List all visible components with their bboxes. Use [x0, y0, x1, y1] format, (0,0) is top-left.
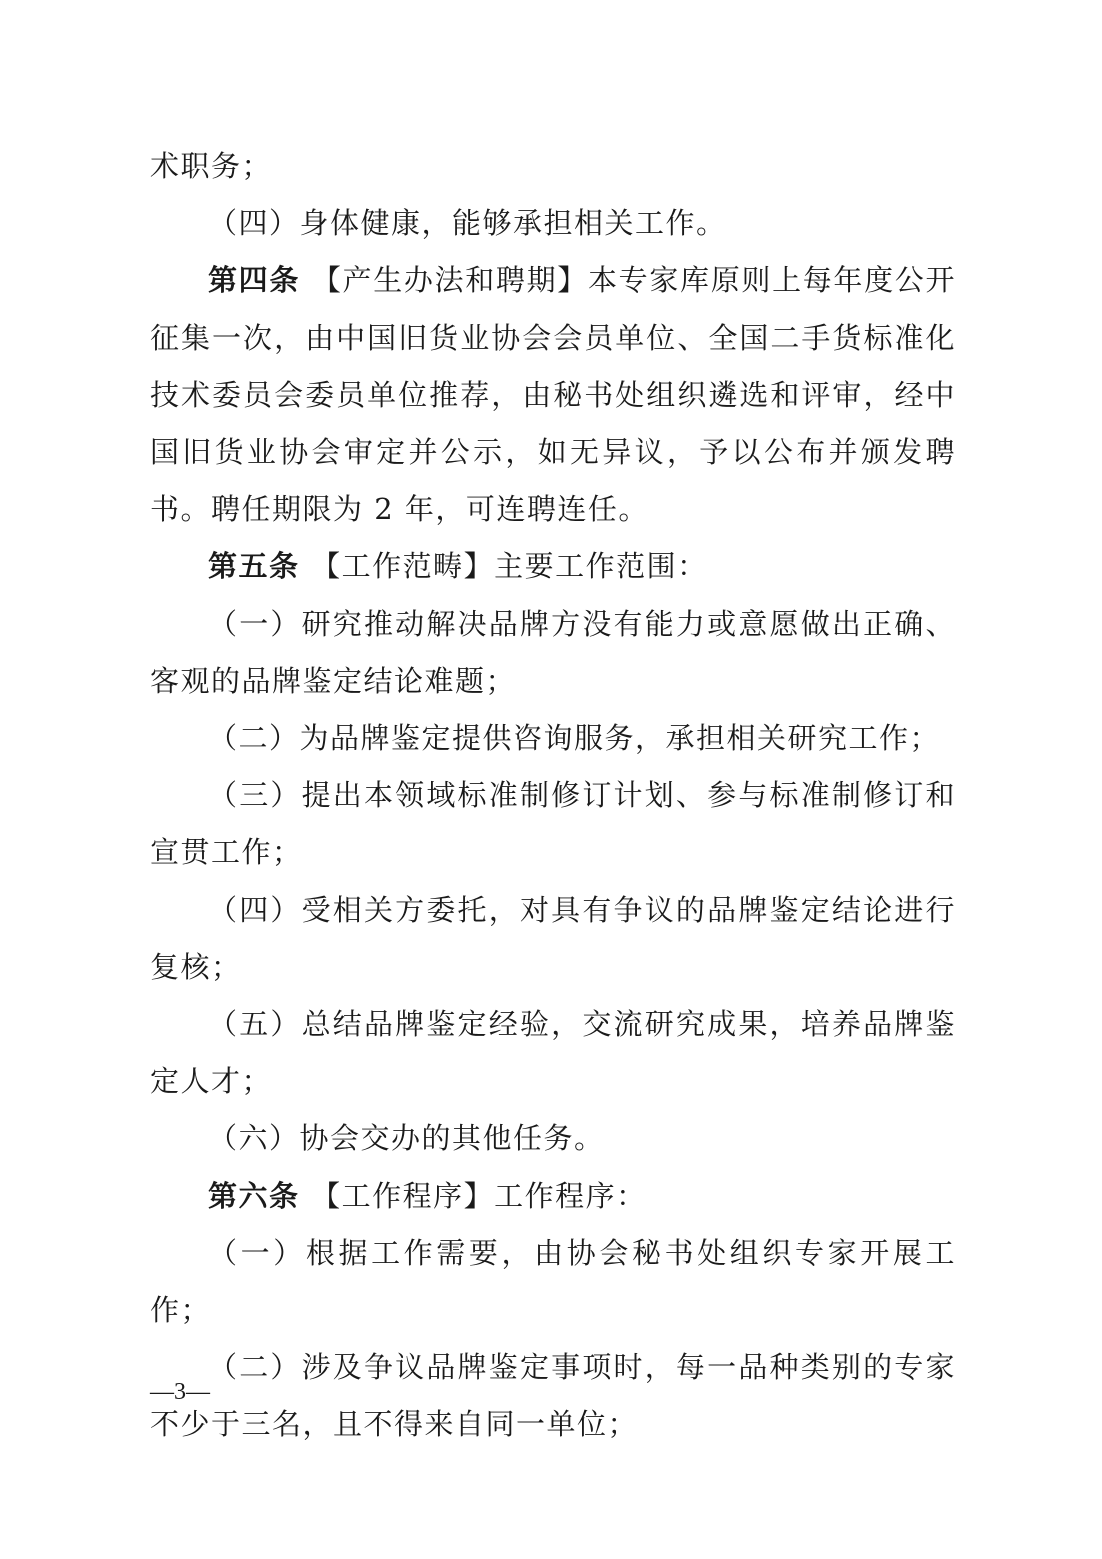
- article-5-item-3: [150, 767, 956, 881]
- paragraph-text: （一）根据工作需要，由协会秘书处组织专家开展工作；: [150, 1235, 956, 1328]
- article-title: 第五条: [208, 549, 312, 584]
- paragraph-text: （三）提出本领域标准制修订计划、参与标准制修订和宣贯工作；: [150, 778, 956, 870]
- paragraph-text: （四）身体健康，能够承担相关工作。: [208, 206, 727, 241]
- article-5-item-4: [150, 882, 956, 996]
- paragraph-1: [150, 138, 956, 195]
- paragraph-text: 【工作程序】工作程序：: [311, 1178, 647, 1213]
- paragraph-text: （四）受相关方委托，对具有争议的品牌鉴定结论进行复核；: [150, 892, 956, 984]
- page-number: —3—: [150, 1379, 210, 1405]
- article-5-item-1: [150, 596, 956, 710]
- article-6: [150, 1168, 956, 1225]
- article-4: [150, 252, 956, 538]
- article-title: 第四条: [208, 263, 312, 298]
- paragraph-text: 【产生办法和聘期】本专家库原则上每年度公开征集一次，由中国旧货业协会会员单位、全国二手货标准化技术委员会委员单位推荐，由秘书处组织遴选和评审，经中国旧货业协会审定并公示，如无异议，予以公布并颁发聘书。聘任期限为 2 年，可连聘连任。: [150, 263, 956, 527]
- paragraph-text: （五）总结品牌鉴定经验，交流研究成果，培养品牌鉴定人才；: [150, 1007, 956, 1099]
- article-5-item-6: [150, 1110, 956, 1167]
- paragraph-text: 【工作范畴】主要工作范围：: [311, 549, 708, 584]
- paragraph-text: （一）研究推动解决品牌方没有能力或意愿做出正确、客观的品牌鉴定结论难题；: [150, 606, 956, 698]
- document-body: [150, 138, 956, 1454]
- paragraph-text: （六）协会交办的其他任务。: [208, 1121, 605, 1156]
- paragraph-text: 术职务；: [150, 149, 273, 183]
- paragraph-text: （二）涉及争议品牌鉴定事项时，每一品种类别的专家不少于三名，且不得来自同一单位；: [150, 1350, 956, 1442]
- article-6-item-2: [150, 1339, 956, 1453]
- article-6-item-1: [150, 1225, 956, 1339]
- article-5-item-5: [150, 996, 956, 1110]
- paragraph-2: [150, 195, 956, 252]
- paragraph-text: （二）为品牌鉴定提供咨询服务，承担相关研究工作；: [208, 721, 941, 756]
- article-5-item-2: [150, 710, 956, 767]
- article-5: [150, 538, 956, 595]
- article-title: 第六条: [208, 1178, 312, 1213]
